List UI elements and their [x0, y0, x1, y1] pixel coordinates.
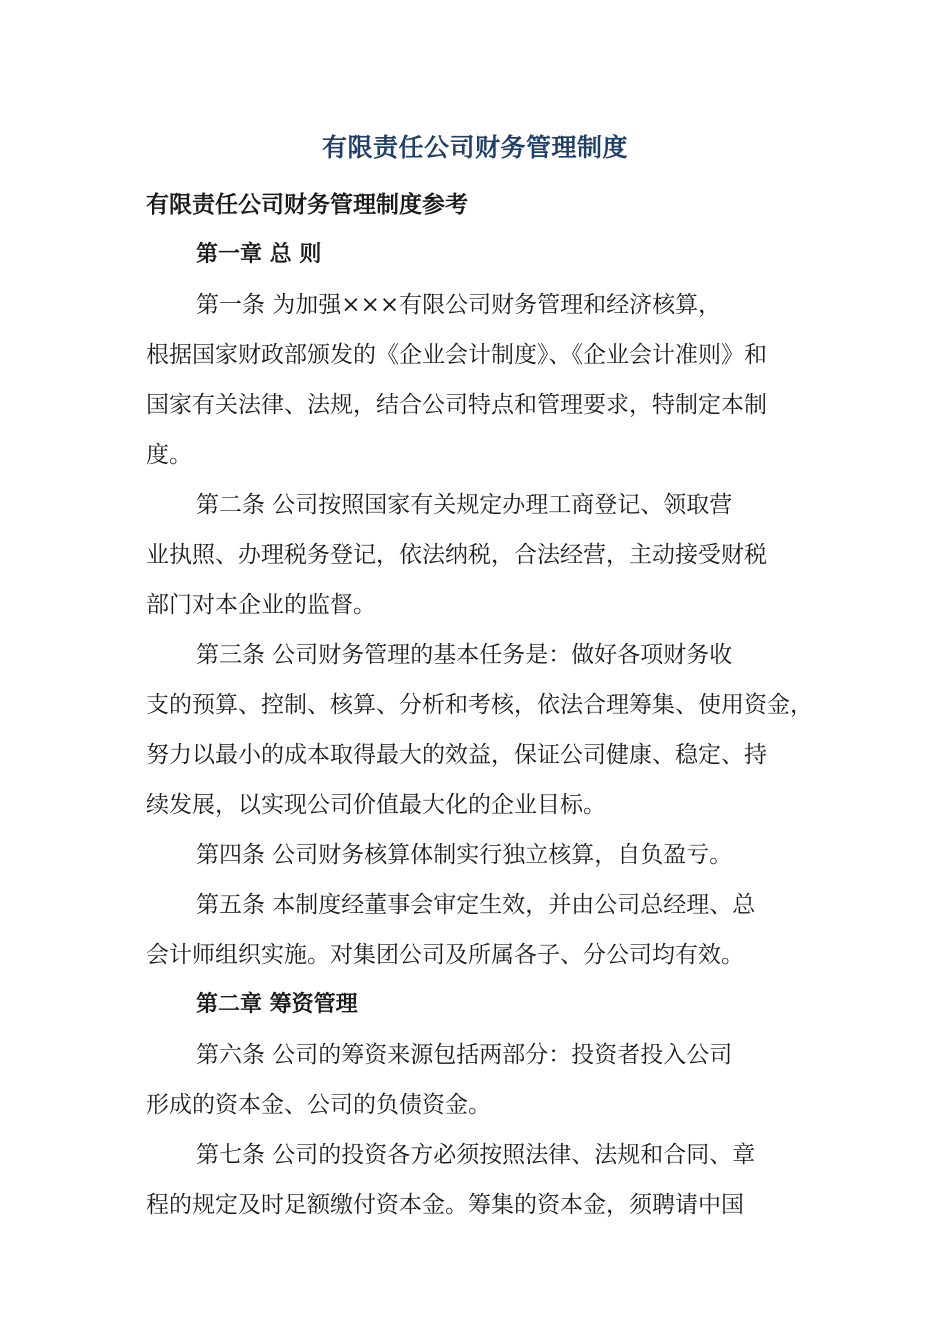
paragraph-line: 程的规定及时足额缴付资本金。筹集的资本金，须聘请中国	[146, 1192, 744, 1218]
paragraph-line: 第七条 公司的投资各方必须按照法律、法规和合同、章	[196, 1142, 756, 1168]
paragraph-line: 续发展，以实现公司价值最大化的企业目标。	[146, 792, 606, 818]
article-3	[146, 630, 818, 830]
paragraph-line: 支的预算、控制、核算、分析和考核，依法合理筹集、使用资金，	[146, 692, 813, 718]
paragraph-line: 国家有关法律、法规，结合公司特点和管理要求，特制定本制	[146, 392, 767, 418]
paragraph-line: 第五条 本制度经董事会审定生效，并由公司总经理、总	[196, 892, 756, 918]
article-4	[146, 830, 818, 880]
paragraph-line: 第六条 公司的筹资来源包括两部分：投资者投入公司	[196, 1042, 733, 1068]
paragraph-line: 度。	[146, 442, 192, 468]
article-7	[146, 1130, 818, 1230]
paragraph-line: 第二条 公司按照国家有关规定办理工商登记、领取营	[196, 492, 733, 518]
chapter-heading-1: 第一章 总 则	[196, 242, 322, 267]
paragraph-line: 努力以最小的成本取得最大的效益，保证公司健康、稳定、持	[146, 742, 767, 768]
paragraph-line: 部门对本企业的监督。	[146, 592, 376, 618]
article-6	[146, 1030, 818, 1130]
article-1	[146, 280, 818, 480]
paragraph-line: 第一条 为加强×××有限公司财务管理和经济核算，	[196, 292, 722, 318]
paragraph-line: 根据国家财政部颁发的《企业会计制度》、《企业会计准则》和	[146, 342, 767, 368]
paragraph-line: 业执照、办理税务登记，依法纳税，合法经营，主动接受财税	[146, 542, 767, 568]
chapter-heading-2: 第二章 筹资管理	[196, 992, 358, 1017]
paragraph-line: 会计师组织实施。对集团公司及所属各子、分公司均有效。	[146, 942, 744, 968]
paragraph-line: 第三条 公司财务管理的基本任务是：做好各项财务收	[196, 642, 733, 668]
paragraph-line: 第四条 公司财务核算体制实行独立核算，自负盈亏。	[196, 842, 733, 868]
article-2	[146, 480, 818, 630]
document-title: 有限责任公司财务管理制度	[321, 133, 628, 162]
article-5	[146, 880, 818, 980]
paragraph-line: 形成的资本金、公司的负债资金。	[146, 1092, 491, 1118]
document-body	[146, 180, 818, 1230]
document-subtitle: 有限责任公司财务管理制度参考	[146, 192, 468, 218]
